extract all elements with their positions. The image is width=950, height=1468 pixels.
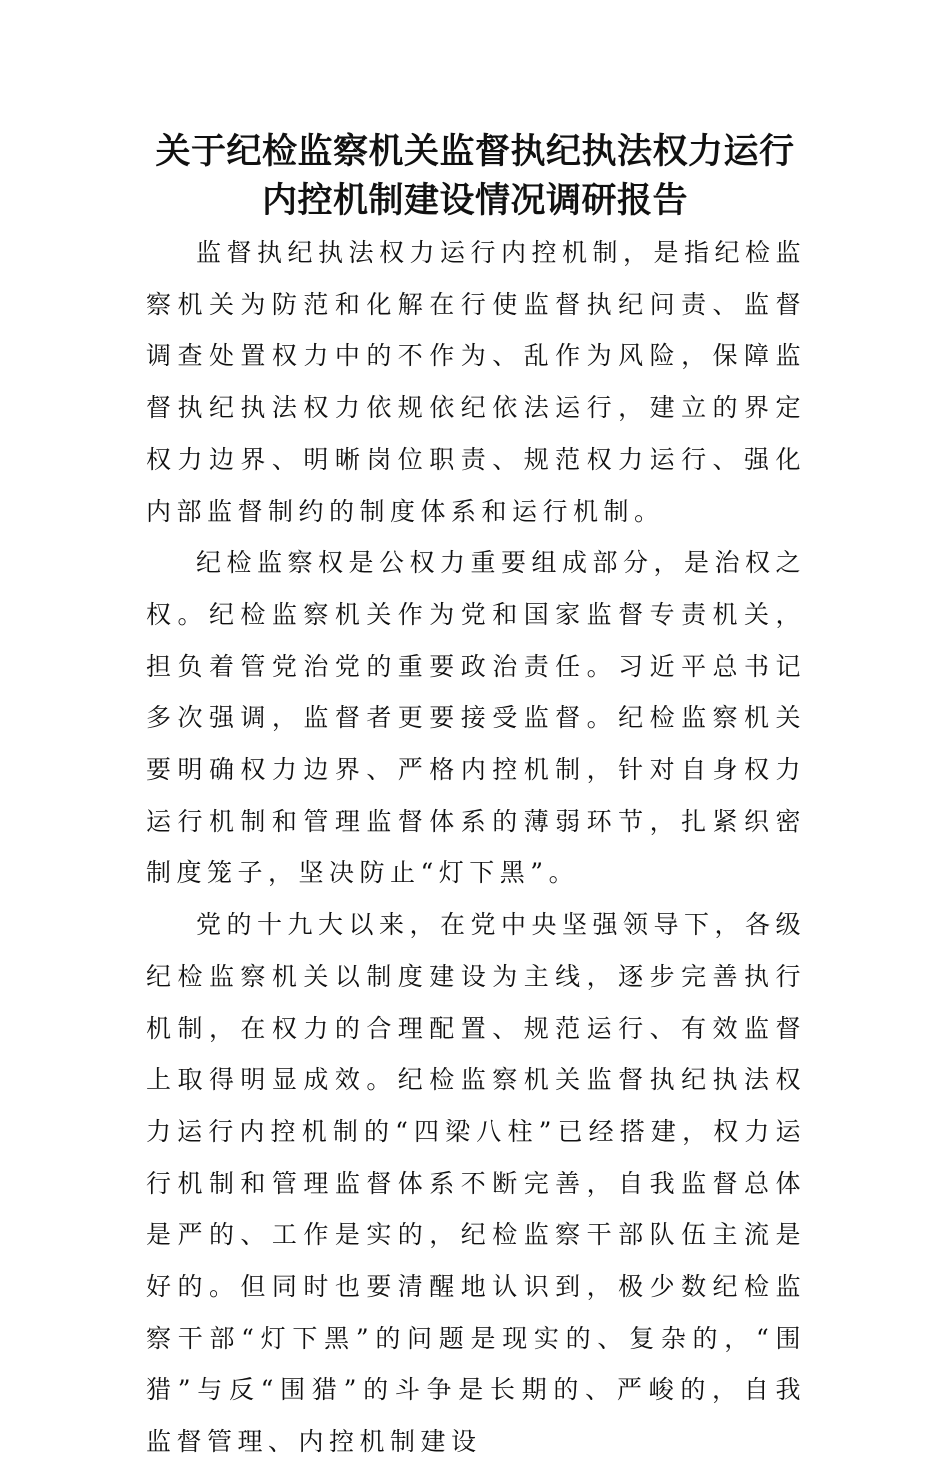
document-title-line-1: 关于纪检监察机关监督执纪执法权力运行 [155, 132, 795, 172]
document-body [146, 227, 806, 1468]
paragraph-2: 纪检监察权是公权力重要组成部分，是治权之权。纪检监察机关作为党和国家监督专责机关，担负着管党治党的重要政治责任。习近平总书记多次强调，监督者更要接受监督。纪检监察机关要明确权力边界、严格内控机制，针对自身权力运行机制和管理监督体系的薄弱环节，扎紧织密制度笼子，坚决防止“灯下黑”。 [146, 548, 807, 888]
paragraph-3: 党的十九大以来，在党中央坚强领导下，各级纪检监察机关以制度建设为主线，逐步完善执行机制，在权力的合理配置、规范运行、有效监督上取得明显成效。纪检监察机关监督执纪执法权力运行内控机制的“四梁八柱”已经搭建，权力运行机制和管理监督体系不断完善，自我监督总体是严的、工作是实的，纪检监察干部队伍主流是好的。但同时也要清醒地认识到，极少数纪检监察干部“灯下黑”的问题是现实的、复杂的，“围猎”与反“围猎”的斗争是长期的、严峻的，自我监督管理、内控机制建设 [146, 910, 807, 1457]
document-title-line-2: 内控机制建设情况调研报告 [261, 181, 688, 221]
document-title [120, 128, 830, 226]
paragraph-1: 监督执纪执法权力运行内控机制，是指纪检监察机关为防范和化解在行使监督执纪问责、监督调查处置权力中的不作为、乱作为风险，保障监督执纪执法权力依规依纪依法运行，建立的界定权力边界、明晰岗位职责、规范权力运行、强化内部监督制约的制度体系和运行机制。 [146, 238, 807, 526]
